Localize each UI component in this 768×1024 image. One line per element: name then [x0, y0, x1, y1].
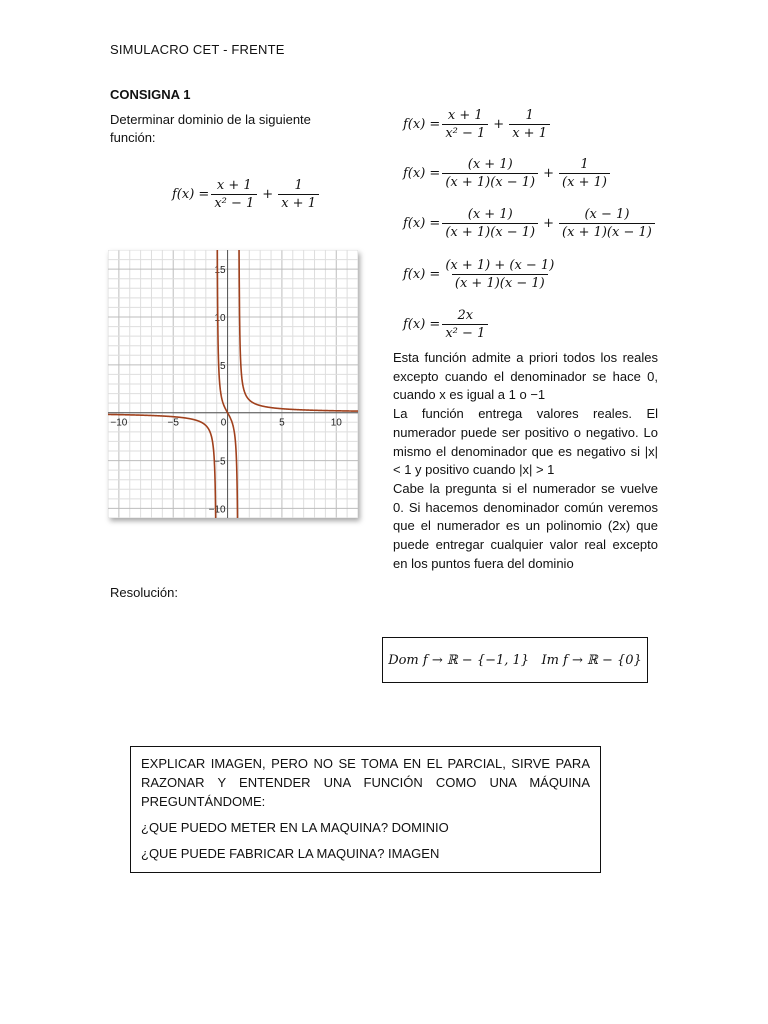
x-tick-label: 5: [279, 417, 285, 429]
fraction: [442, 207, 538, 240]
numerator: (x + 1) + (x − 1): [445, 258, 555, 273]
y-tick-label: −5: [214, 456, 226, 468]
fraction: [559, 157, 610, 190]
eq-lhs: f(x) =: [403, 216, 441, 231]
numerator: 1: [580, 157, 589, 172]
fraction: [278, 178, 319, 211]
fraction: [442, 157, 538, 190]
y-tick-label: 10: [214, 313, 226, 324]
section-title: CONSIGNA 1: [110, 87, 191, 102]
numerator: 1: [525, 108, 534, 123]
plus-sign: +: [543, 166, 555, 181]
denominator: (x + 1)(x − 1): [452, 274, 548, 291]
numerator: 1: [294, 178, 303, 193]
fraction: [442, 258, 557, 291]
eq-lhs: f(x) =: [403, 267, 441, 282]
numerator: (x + 1): [467, 207, 513, 222]
note-question-domain: ¿QUE PUEDO METER EN LA MAQUINA? DOMINIO: [141, 820, 449, 835]
fraction: [509, 108, 550, 141]
denominator: x + 1: [509, 124, 550, 141]
intro-text: Determinar dominio de la siguiente función:: [110, 112, 311, 145]
numerator: (x + 1): [467, 157, 513, 172]
x-tick-label: 0: [220, 417, 227, 429]
step-5: [403, 308, 490, 341]
note-box: [130, 746, 601, 873]
step-2: [403, 157, 612, 190]
plus-sign: +: [543, 216, 555, 231]
result-text: Dom f → ℝ − {−1, 1} Im f → ℝ − {0}: [388, 652, 642, 668]
plus-sign: +: [262, 187, 274, 202]
numerator: 2x: [457, 308, 474, 323]
numerator: x + 1: [216, 178, 252, 193]
numerator: x + 1: [447, 108, 483, 123]
eq-lhs: f(x) =: [403, 317, 441, 332]
eq-lhs: f(x) =: [403, 117, 441, 132]
denominator: (x + 1)(x − 1): [442, 173, 538, 190]
denominator: x² − 1: [211, 194, 257, 211]
domain-image-result: [382, 637, 648, 683]
explanation-paragraph: Esta función admite a priori todos los reales excepto cuando el denominador se hace 0, cuando x es igual a 1 o −1: [393, 350, 658, 403]
function-graph: [108, 250, 358, 518]
denominator: x + 1: [278, 194, 319, 211]
x-tick-label: 10: [330, 417, 342, 429]
y-tick-label: 15: [214, 265, 226, 277]
eq-lhs: f(x) =: [403, 166, 441, 181]
denominator: (x + 1)(x − 1): [559, 223, 655, 240]
step-4: [403, 258, 559, 291]
fraction: [211, 178, 257, 211]
fraction: [442, 108, 488, 141]
step-3: [403, 207, 657, 240]
document-header: SIMULACRO CET - FRENTE: [110, 42, 285, 57]
resolution-label: Resolución:: [110, 585, 178, 600]
y-tick-label: 5: [220, 360, 226, 372]
x-tick-label: −5: [167, 417, 179, 429]
graph-svg: [108, 250, 358, 518]
denominator: (x + 1)(x − 1): [442, 223, 538, 240]
y-tick-label: −10: [208, 504, 226, 516]
function-definition: [172, 178, 321, 211]
fraction: [559, 207, 655, 240]
x-tick-label: −10: [110, 417, 128, 429]
explanation-paragraph: La función entrega valores reales. El numerador puede ser positivo o negativo. Lo mismo el denominador que es negativo si |x| < 1 y positivo cuando |x| > 1: [393, 406, 658, 478]
note-question-image: ¿QUE PUEDE FABRICAR LA MAQUINA? IMAGEN: [141, 846, 440, 861]
denominator: x² − 1: [442, 124, 488, 141]
denominator: (x + 1): [559, 173, 610, 190]
fraction: [442, 308, 488, 341]
explanation-paragraph: Cabe la pregunta si el numerador se vuelve 0. Si hacemos denominador común veremos que el numerador es un polinomio (2x) que puede entregar cualquier valor real excepto en los puntos fuera del dominio: [393, 480, 658, 571]
eq-lhs: f(x) =: [172, 187, 210, 202]
explanation: [393, 349, 658, 573]
function-curve: [239, 250, 358, 411]
note-main: EXPLICAR IMAGEN, PERO NO SE TOMA EN EL PARCIAL, SIRVE PARA RAZONAR Y ENTENDER UNA FUNCIÓN COMO UNA MÁQUINA PREGUNTÁNDOME:: [141, 756, 590, 809]
step-1: [403, 108, 552, 141]
plus-sign: +: [493, 117, 505, 132]
numerator: (x − 1): [584, 207, 630, 222]
denominator: x² − 1: [442, 324, 488, 341]
